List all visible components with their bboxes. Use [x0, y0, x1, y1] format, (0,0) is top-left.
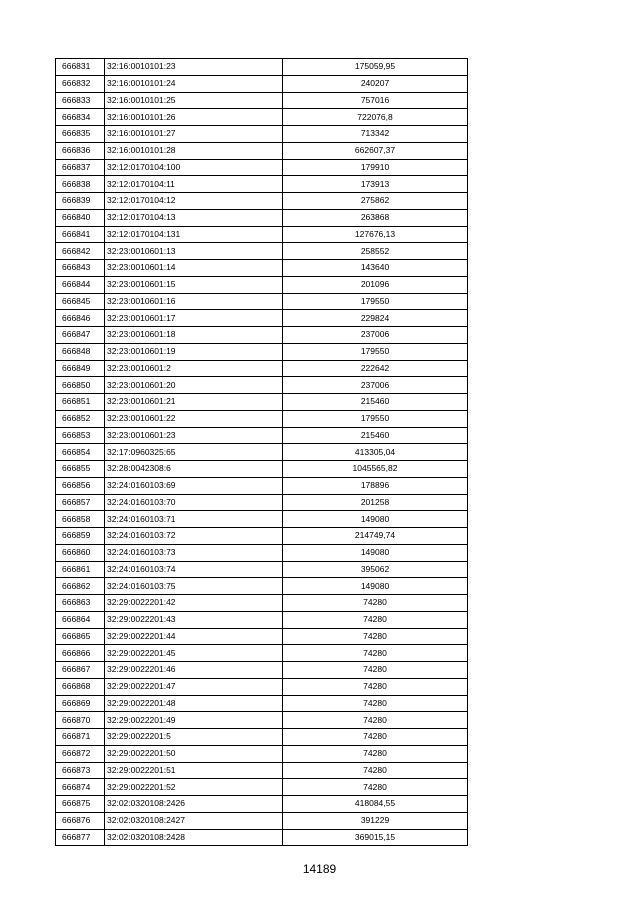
- cadastral-number-cell: 32:16:0010101:25: [105, 92, 283, 109]
- cadastral-number-cell: 32:24:0160103:72: [105, 528, 283, 545]
- value-cell: 391229: [283, 812, 468, 829]
- table-row: [56, 511, 468, 528]
- table-row: [56, 461, 468, 478]
- cadastral-number-cell: 32:29:0022201:45: [105, 645, 283, 662]
- table-row: [56, 293, 468, 310]
- value-cell: 229824: [283, 310, 468, 327]
- page-number: 14189: [302, 862, 337, 876]
- cadastral-number-cell: 32:23:0010601:20: [105, 377, 283, 394]
- row-id-cell: 666854: [56, 444, 105, 461]
- row-id-cell: 666847: [56, 327, 105, 344]
- table-row: [56, 494, 468, 511]
- value-cell: 1045565,82: [283, 461, 468, 478]
- cadastral-number-cell: 32:16:0010101:28: [105, 142, 283, 159]
- cadastral-number-cell: 32:24:0160103:69: [105, 477, 283, 494]
- value-cell: 149080: [283, 578, 468, 595]
- cadastral-number-cell: 32:02:0320108:2426: [105, 796, 283, 813]
- row-id-cell: 666858: [56, 511, 105, 528]
- row-id-cell: 666836: [56, 142, 105, 159]
- table-row: [56, 712, 468, 729]
- value-cell: 713342: [283, 126, 468, 143]
- value-cell: 74280: [283, 628, 468, 645]
- table-row: [56, 327, 468, 344]
- table-row: [56, 762, 468, 779]
- row-id-cell: 666832: [56, 75, 105, 92]
- cadastral-number-cell: 32:23:0010601:14: [105, 260, 283, 277]
- table-row: [56, 276, 468, 293]
- table-row: [56, 377, 468, 394]
- table-row: [56, 829, 468, 846]
- cadastral-number-cell: 32:29:0022201:48: [105, 695, 283, 712]
- value-cell: 369015,15: [283, 829, 468, 846]
- value-cell: 237006: [283, 377, 468, 394]
- table-body: [56, 59, 468, 846]
- row-id-cell: 666850: [56, 377, 105, 394]
- cadastral-number-cell: 32:17:0960325:65: [105, 444, 283, 461]
- cadastral-number-cell: 32:24:0160103:70: [105, 494, 283, 511]
- row-id-cell: 666865: [56, 628, 105, 645]
- table-row: [56, 159, 468, 176]
- value-cell: 179550: [283, 293, 468, 310]
- table-row: [56, 645, 468, 662]
- table-row: [56, 260, 468, 277]
- cadastral-number-cell: 32:29:0022201:50: [105, 745, 283, 762]
- table-row: [56, 142, 468, 159]
- cadastral-number-cell: 32:02:0320108:2428: [105, 829, 283, 846]
- value-cell: 74280: [283, 662, 468, 679]
- cadastral-number-cell: 32:24:0160103:71: [105, 511, 283, 528]
- table-row: [56, 427, 468, 444]
- cadastral-number-cell: 32:24:0160103:74: [105, 561, 283, 578]
- row-id-cell: 666834: [56, 109, 105, 126]
- value-cell: 74280: [283, 712, 468, 729]
- table-row: [56, 628, 468, 645]
- value-cell: 215460: [283, 427, 468, 444]
- row-id-cell: 666843: [56, 260, 105, 277]
- value-cell: 149080: [283, 544, 468, 561]
- row-id-cell: 666842: [56, 243, 105, 260]
- table-row: [56, 209, 468, 226]
- table-row: [56, 410, 468, 427]
- cadastral-number-cell: 32:02:0320108:2427: [105, 812, 283, 829]
- value-cell: 258552: [283, 243, 468, 260]
- cadastral-number-cell: 32:12:0170104:131: [105, 226, 283, 243]
- table-row: [56, 729, 468, 746]
- cadastral-number-cell: 32:29:0022201:42: [105, 595, 283, 612]
- value-cell: 74280: [283, 729, 468, 746]
- row-id-cell: 666844: [56, 276, 105, 293]
- row-id-cell: 666876: [56, 812, 105, 829]
- table-row: [56, 59, 468, 76]
- value-cell: 175059,95: [283, 59, 468, 76]
- value-cell: 143640: [283, 260, 468, 277]
- cadastral-number-cell: 32:23:0010601:18: [105, 327, 283, 344]
- value-cell: 418084,55: [283, 796, 468, 813]
- value-cell: 201096: [283, 276, 468, 293]
- value-cell: 173913: [283, 176, 468, 193]
- row-id-cell: 666835: [56, 126, 105, 143]
- value-cell: 237006: [283, 327, 468, 344]
- value-cell: 275862: [283, 193, 468, 210]
- cadastral-number-cell: 32:23:0010601:19: [105, 343, 283, 360]
- row-id-cell: 666851: [56, 394, 105, 411]
- row-id-cell: 666856: [56, 477, 105, 494]
- value-cell: 179550: [283, 410, 468, 427]
- row-id-cell: 666873: [56, 762, 105, 779]
- row-id-cell: 666853: [56, 427, 105, 444]
- table-row: [56, 109, 468, 126]
- row-id-cell: 666838: [56, 176, 105, 193]
- table-row: [56, 695, 468, 712]
- cadastral-number-cell: 32:29:0022201:5: [105, 729, 283, 746]
- row-id-cell: 666857: [56, 494, 105, 511]
- cadastral-number-cell: 32:23:0010601:16: [105, 293, 283, 310]
- value-cell: 74280: [283, 695, 468, 712]
- cadastral-number-cell: 32:29:0022201:47: [105, 678, 283, 695]
- cadastral-number-cell: 32:23:0010601:15: [105, 276, 283, 293]
- value-cell: 74280: [283, 745, 468, 762]
- value-cell: 240207: [283, 75, 468, 92]
- value-cell: 179910: [283, 159, 468, 176]
- table-row: [56, 745, 468, 762]
- value-cell: 149080: [283, 511, 468, 528]
- value-cell: 74280: [283, 611, 468, 628]
- value-cell: 214749,74: [283, 528, 468, 545]
- table-row: [56, 193, 468, 210]
- cadastral-number-cell: 32:23:0010601:22: [105, 410, 283, 427]
- row-id-cell: 666860: [56, 544, 105, 561]
- table-row: [56, 126, 468, 143]
- value-cell: 757016: [283, 92, 468, 109]
- data-table: [55, 58, 468, 846]
- value-cell: 722076,8: [283, 109, 468, 126]
- row-id-cell: 666839: [56, 193, 105, 210]
- table-row: [56, 595, 468, 612]
- cadastral-number-cell: 32:23:0010601:13: [105, 243, 283, 260]
- cadastral-number-cell: 32:16:0010101:26: [105, 109, 283, 126]
- row-id-cell: 666863: [56, 595, 105, 612]
- cadastral-number-cell: 32:16:0010101:27: [105, 126, 283, 143]
- cadastral-number-cell: 32:29:0022201:51: [105, 762, 283, 779]
- value-cell: 395062: [283, 561, 468, 578]
- value-cell: 222642: [283, 360, 468, 377]
- value-cell: 74280: [283, 645, 468, 662]
- row-id-cell: 666840: [56, 209, 105, 226]
- cadastral-number-cell: 32:23:0010601:17: [105, 310, 283, 327]
- row-id-cell: 666870: [56, 712, 105, 729]
- row-id-cell: 666837: [56, 159, 105, 176]
- table-row: [56, 310, 468, 327]
- table-row: [56, 243, 468, 260]
- row-id-cell: 666846: [56, 310, 105, 327]
- cadastral-number-cell: 32:23:0010601:21: [105, 394, 283, 411]
- table-row: [56, 779, 468, 796]
- row-id-cell: 666852: [56, 410, 105, 427]
- value-cell: 662607,37: [283, 142, 468, 159]
- table-row: [56, 662, 468, 679]
- cadastral-number-cell: 32:29:0022201:43: [105, 611, 283, 628]
- value-cell: 178896: [283, 477, 468, 494]
- value-cell: 74280: [283, 595, 468, 612]
- row-id-cell: 666862: [56, 578, 105, 595]
- table-row: [56, 812, 468, 829]
- cadastral-number-cell: 32:24:0160103:75: [105, 578, 283, 595]
- table-row: [56, 528, 468, 545]
- table-row: [56, 360, 468, 377]
- cadastral-number-cell: 32:24:0160103:73: [105, 544, 283, 561]
- table-row: [56, 477, 468, 494]
- row-id-cell: 666875: [56, 796, 105, 813]
- table-row: [56, 796, 468, 813]
- table-row: [56, 678, 468, 695]
- row-id-cell: 666872: [56, 745, 105, 762]
- row-id-cell: 666861: [56, 561, 105, 578]
- value-cell: 179550: [283, 343, 468, 360]
- table-row: [56, 75, 468, 92]
- cadastral-number-cell: 32:23:0010601:23: [105, 427, 283, 444]
- cadastral-number-cell: 32:12:0170104:12: [105, 193, 283, 210]
- row-id-cell: 666871: [56, 729, 105, 746]
- table-row: [56, 544, 468, 561]
- table-row: [56, 226, 468, 243]
- row-id-cell: 666848: [56, 343, 105, 360]
- cadastral-number-cell: 32:29:0022201:49: [105, 712, 283, 729]
- table-row: [56, 611, 468, 628]
- value-cell: 74280: [283, 762, 468, 779]
- value-cell: 74280: [283, 678, 468, 695]
- row-id-cell: 666869: [56, 695, 105, 712]
- row-id-cell: 666831: [56, 59, 105, 76]
- cadastral-number-cell: 32:29:0022201:44: [105, 628, 283, 645]
- row-id-cell: 666841: [56, 226, 105, 243]
- cadastral-number-cell: 32:12:0170104:11: [105, 176, 283, 193]
- value-cell: 263868: [283, 209, 468, 226]
- cadastral-number-cell: 32:16:0010101:24: [105, 75, 283, 92]
- row-id-cell: 666877: [56, 829, 105, 846]
- row-id-cell: 666874: [56, 779, 105, 796]
- table-row: [56, 343, 468, 360]
- table-row: [56, 176, 468, 193]
- row-id-cell: 666845: [56, 293, 105, 310]
- value-cell: 215460: [283, 394, 468, 411]
- table-row: [56, 561, 468, 578]
- table-row: [56, 578, 468, 595]
- value-cell: 201258: [283, 494, 468, 511]
- cadastral-number-cell: 32:29:0022201:46: [105, 662, 283, 679]
- value-cell: 127676,13: [283, 226, 468, 243]
- cadastral-number-cell: 32:12:0170104:13: [105, 209, 283, 226]
- row-id-cell: 666868: [56, 678, 105, 695]
- cadastral-number-cell: 32:29:0022201:52: [105, 779, 283, 796]
- row-id-cell: 666849: [56, 360, 105, 377]
- cadastral-number-cell: 32:12:0170104:100: [105, 159, 283, 176]
- table-row: [56, 394, 468, 411]
- row-id-cell: 666833: [56, 92, 105, 109]
- row-id-cell: 666859: [56, 528, 105, 545]
- row-id-cell: 666864: [56, 611, 105, 628]
- value-cell: 413305,04: [283, 444, 468, 461]
- cadastral-number-cell: 32:28:0042308:6: [105, 461, 283, 478]
- cadastral-number-cell: 32:16:0010101:23: [105, 59, 283, 76]
- row-id-cell: 666866: [56, 645, 105, 662]
- table-row: [56, 92, 468, 109]
- table-row: [56, 444, 468, 461]
- row-id-cell: 666855: [56, 461, 105, 478]
- row-id-cell: 666867: [56, 662, 105, 679]
- value-cell: 74280: [283, 779, 468, 796]
- cadastral-number-cell: 32:23:0010601:2: [105, 360, 283, 377]
